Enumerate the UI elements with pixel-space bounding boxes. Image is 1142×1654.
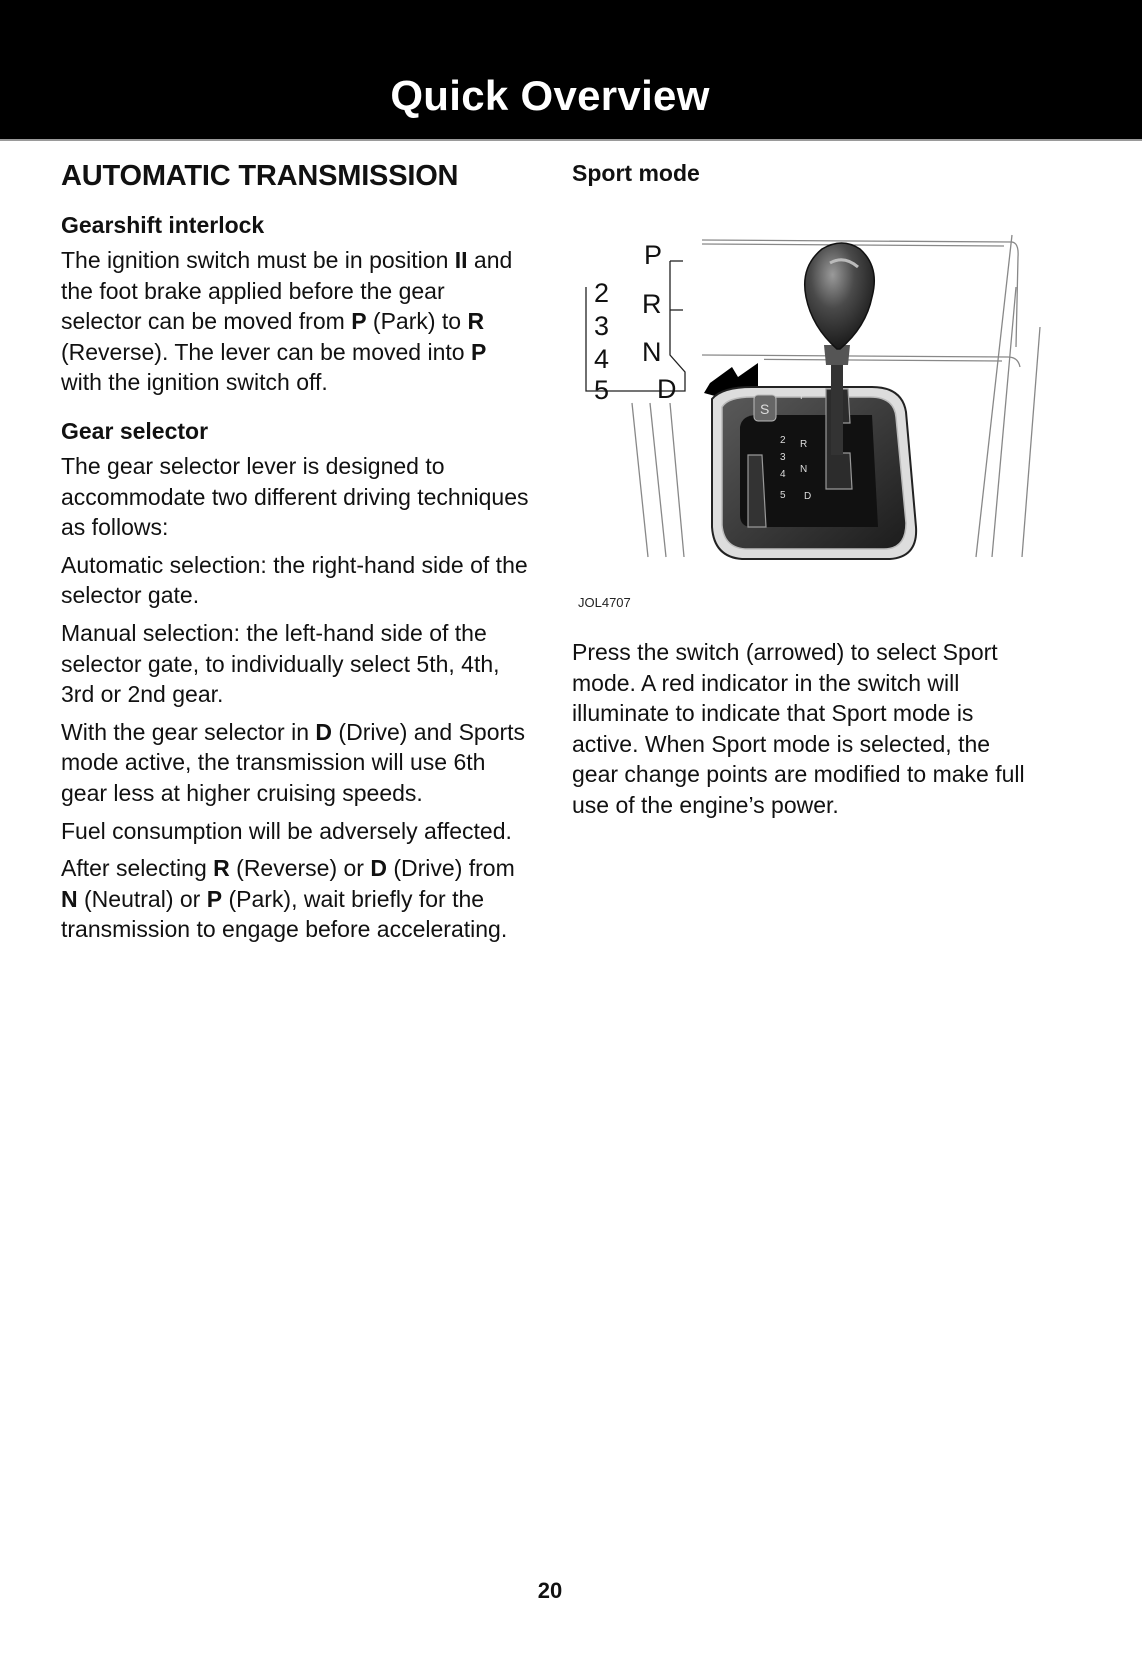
text-run: Fuel consumption will be adversely affected. <box>61 817 512 844</box>
svg-text:D: D <box>804 491 812 502</box>
selector-paragraph <box>61 853 531 945</box>
text-run: with the ignition switch off. <box>61 369 328 396</box>
page-title: Quick Overview <box>390 72 710 119</box>
bold-term: II <box>454 247 468 273</box>
text-run: (Park) to <box>366 308 468 335</box>
bold-term: P <box>206 885 223 912</box>
interlock-paragraph <box>61 245 531 398</box>
right-column <box>572 160 1042 828</box>
gear-selector-heading: Gear selector <box>61 417 209 444</box>
selector-paragraph <box>61 816 531 847</box>
gate-label-4: 4 <box>594 344 610 374</box>
bold-term: P <box>351 308 367 335</box>
svg-text:R: R <box>800 439 808 450</box>
gear-selector-drawing <box>572 227 1042 627</box>
selector-paragraph <box>61 618 531 710</box>
gearshift-interlock-heading: Gearshift interlock <box>61 212 265 238</box>
gate-label-p: P <box>644 240 663 270</box>
page-number: 20 <box>537 1578 563 1603</box>
text-run: Automatic selection: the right-hand side of the selector gate. <box>61 551 528 609</box>
bold-term: D <box>370 855 387 882</box>
selector-paragraph <box>61 717 531 809</box>
selector-paragraph <box>61 451 531 543</box>
gate-labels <box>594 240 677 405</box>
bold-term: R <box>213 855 230 882</box>
left-column <box>61 160 531 952</box>
bold-term: R <box>467 308 485 335</box>
gate-label-5: 5 <box>594 375 610 405</box>
sport-mode-heading: Sport mode <box>572 160 700 186</box>
gate-label-3: 3 <box>594 311 610 341</box>
text-run: (Reverse) or <box>229 855 371 882</box>
gate-label-2: 2 <box>594 278 610 308</box>
text-run: The ignition switch must be in position <box>61 247 455 273</box>
gate-label-r: R <box>642 289 662 319</box>
sport-mode-paragraph: Press the switch (arrowed) to select Sport mode. A red indicator in the switch will illuminate to indicate that Sport mode is active. When Sport mode is selected, the gear change points are modified to make full use of the engine’s power. <box>572 639 1025 818</box>
sport-switch <box>754 395 776 421</box>
bold-term: P <box>470 338 487 365</box>
svg-text:4: 4 <box>780 469 786 480</box>
figure-caption: JOL4707 <box>578 595 631 610</box>
text-run: (Park), wait briefly for the transmission to engage before accelerating. <box>61 885 508 943</box>
header-band <box>0 0 1142 141</box>
svg-text:P: P <box>800 391 807 402</box>
bold-term: N <box>61 885 78 912</box>
text-run: (Drive) and Sports mode active, the transmission will use 6th gear less at higher cruising speeds. <box>61 718 526 806</box>
gate-label-d: D <box>657 374 677 404</box>
selector-paragraph <box>61 550 531 611</box>
svg-text:3: 3 <box>780 452 786 463</box>
bold-term: D <box>315 718 333 745</box>
text-run: After selecting <box>61 855 214 882</box>
text-run: Manual selection: the left-hand side of the selector gate, to individually select 5th, 4th, 3rd or 2nd gear. <box>61 619 500 708</box>
text-run: (Reverse). The lever can be moved into <box>61 338 471 365</box>
svg-text:2: 2 <box>780 435 786 446</box>
text-run: (Drive) from <box>386 855 515 882</box>
svg-text:N: N <box>800 464 808 475</box>
text-run: (Neutral) or <box>77 885 207 912</box>
text-run: The gear selector lever is designed to accommodate two different driving techniques as follows: <box>61 452 529 541</box>
section-title: AUTOMATIC TRANSMISSION <box>61 160 459 192</box>
text-run: and the foot brake applied before the gear selector can be moved from <box>61 247 513 335</box>
gear-selector-illustration <box>572 227 1042 647</box>
text-run: With the gear selector in <box>61 718 316 745</box>
sport-switch-label: S <box>760 401 770 417</box>
gate-label-n: N <box>642 337 662 367</box>
svg-text:5: 5 <box>780 490 786 501</box>
